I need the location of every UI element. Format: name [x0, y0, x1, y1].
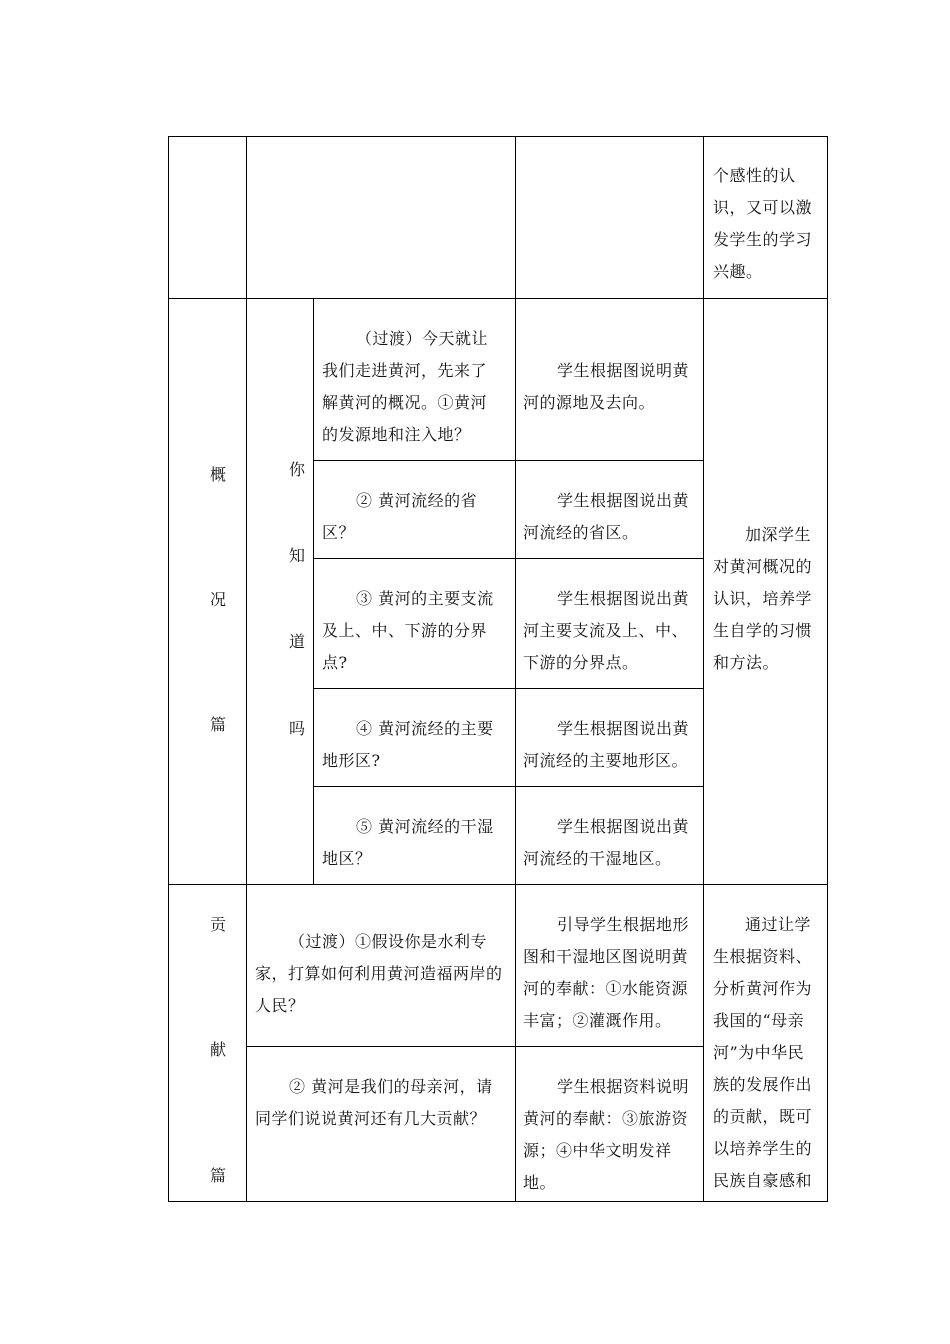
teacher-activity: ② 黄河是我们的母亲河，请同学们说说黄河还有几大贡献？	[255, 1077, 493, 1128]
cell-divider	[313, 688, 703, 689]
teacher-activity: （过渡）①假设你是水利专家，打算如何利用黄河造福两岸的人民？	[255, 932, 503, 1015]
column-divider	[246, 136, 247, 1202]
cell-divider	[246, 1046, 703, 1047]
teacher-activity: ② 黄河流经的省区？	[322, 491, 478, 542]
student-activity: 学生根据资料说明黄河的奉献：③旅游资源；④中华文明发祥地。	[523, 1077, 690, 1192]
row-divider	[168, 298, 828, 299]
table-border-left	[168, 136, 169, 1202]
teacher-activity: ③ 黄河的主要支流及上、中、下游的分界点?	[322, 589, 494, 672]
cell-divider	[313, 460, 703, 461]
column-divider	[703, 136, 704, 1202]
section-label-char: 篇	[209, 715, 226, 734]
table-border-right	[827, 136, 828, 1202]
student-activity: 学生根据图说出黄河主要支流及上、中、下游的分界点。	[523, 589, 690, 672]
teacher-activity: （过渡）今天就让我们走进黄河，先来了解黄河的概况。①黄河的发源地和注入地？	[322, 329, 489, 444]
student-activity: 学生根据图说出黄河流经的省区。	[523, 491, 690, 542]
section-label-char: 况	[209, 590, 226, 609]
subsection-label-char: 知	[288, 546, 305, 565]
cell-divider	[313, 558, 703, 559]
student-activity: 学生根据图说出黄河流经的主要地形区。	[523, 719, 690, 770]
student-activity: 引导学生根据地形图和干湿地区图说明黄河的奉献：①水能资源丰富；②灌溉作用。	[523, 915, 690, 1030]
student-activity: 学生根据图说明黄河的源地及去向。	[523, 361, 690, 412]
column-divider	[313, 298, 314, 884]
section-label-char: 献	[209, 1040, 226, 1059]
section-label-char: 篇	[209, 1166, 226, 1185]
subsection-label-char: 道	[288, 632, 305, 651]
section-label-char: 概	[209, 465, 226, 484]
purpose-cell: 通过让学生根据资料、分析黄河作为我国的“母亲河”为中华民族的发展作出的贡献，既可以培养学生的民族自豪感和	[713, 915, 813, 1190]
cell-divider	[313, 786, 703, 787]
teacher-activity: ④ 黄河流经的主要地形区?	[322, 719, 494, 770]
subsection-label-char: 吗	[288, 719, 305, 738]
subsection-label-char: 你	[288, 460, 305, 479]
purpose-cell-continued: 个感性的认识，又可以激发学生的学习兴趣。	[713, 166, 813, 281]
table-border-top	[168, 136, 828, 137]
column-divider	[515, 136, 516, 1202]
row-divider	[168, 884, 828, 885]
teacher-activity: ⑤ 黄河流经的干湿地区？	[322, 817, 494, 868]
student-activity: 学生根据图说出黄河流经的干湿地区。	[523, 817, 690, 868]
section-label-char: 贡	[209, 915, 226, 934]
table-border-bottom	[168, 1201, 828, 1202]
purpose-cell: 加深学生对黄河概况的认识，培养学生自学的习惯和方法。	[713, 525, 813, 672]
